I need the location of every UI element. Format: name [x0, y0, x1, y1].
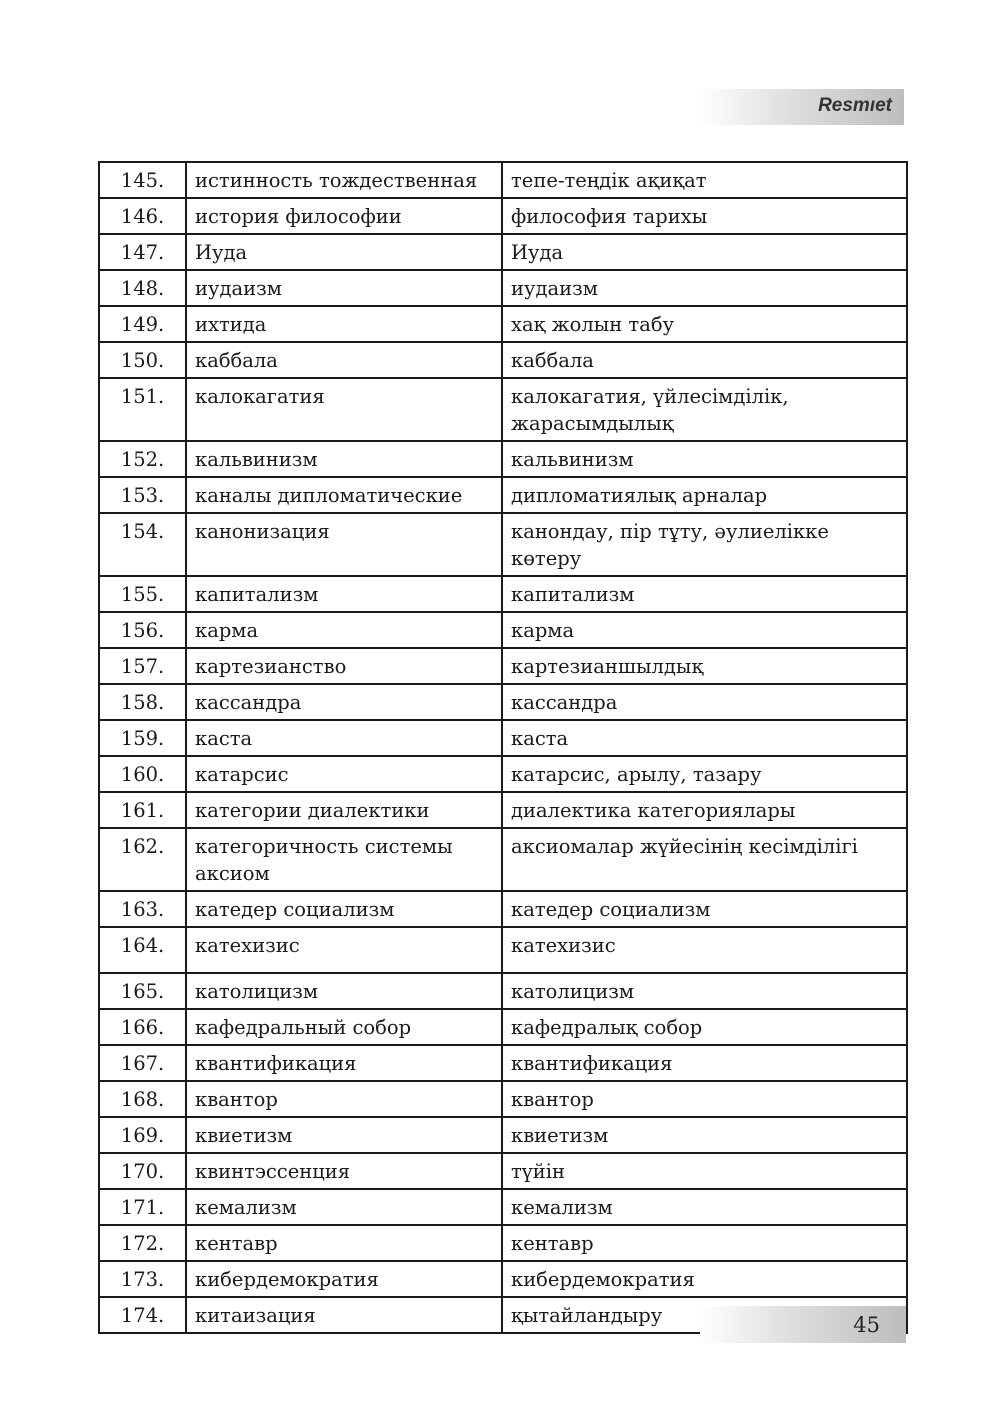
russian-term: кафедральный собор: [186, 1009, 502, 1045]
table-row: [99, 973, 907, 1009]
page-footer: [700, 1306, 906, 1343]
entry-number: 168.: [99, 1081, 186, 1117]
russian-term: квантор: [186, 1081, 502, 1117]
running-header-label: Resmıet: [818, 95, 892, 116]
kazakh-term: квиетизм: [502, 1117, 907, 1153]
table-row: [99, 792, 907, 828]
russian-term: кентавр: [186, 1225, 502, 1261]
russian-term: картезианство: [186, 648, 502, 684]
entry-number: 170.: [99, 1153, 186, 1189]
russian-term: кальвинизм: [186, 441, 502, 477]
entry-number: 157.: [99, 648, 186, 684]
entry-number: 160.: [99, 756, 186, 792]
russian-term: китаизация: [186, 1297, 502, 1333]
table-row: [99, 684, 907, 720]
table-row: [99, 270, 907, 306]
russian-term: капитализм: [186, 576, 502, 612]
table-row: [99, 234, 907, 270]
russian-term: истинность тождественная: [186, 162, 502, 198]
russian-term: квантификация: [186, 1045, 502, 1081]
entry-number: 165.: [99, 973, 186, 1009]
entry-number: 174.: [99, 1297, 186, 1333]
running-header: [700, 89, 904, 125]
russian-term: катарсис: [186, 756, 502, 792]
entry-number: 147.: [99, 234, 186, 270]
russian-term: квиетизм: [186, 1117, 502, 1153]
russian-term: католицизм: [186, 973, 502, 1009]
kazakh-term: капитализм: [502, 576, 907, 612]
kazakh-term: картезианшылдық: [502, 648, 907, 684]
entry-number: 164.: [99, 927, 186, 973]
kazakh-term: аксиомалар жүйесінің кесімділігі: [502, 828, 907, 891]
kazakh-term: философия тарихы: [502, 198, 907, 234]
russian-term: история философии: [186, 198, 502, 234]
table-row: [99, 1225, 907, 1261]
entry-number: 152.: [99, 441, 186, 477]
table-row: [99, 648, 907, 684]
glossary-table: [98, 161, 908, 1334]
kazakh-term: кассандра: [502, 684, 907, 720]
table-row: [99, 828, 907, 891]
kazakh-term: каббала: [502, 342, 907, 378]
entry-number: 146.: [99, 198, 186, 234]
kazakh-term: дипломатиялық арналар: [502, 477, 907, 513]
kazakh-term: квантификация: [502, 1045, 907, 1081]
kazakh-term: түйін: [502, 1153, 907, 1189]
kazakh-term: кафедралық собор: [502, 1009, 907, 1045]
russian-term: ихтида: [186, 306, 502, 342]
russian-term: каналы дипломатические: [186, 477, 502, 513]
russian-term: кемализм: [186, 1189, 502, 1225]
kazakh-term: катехизис: [502, 927, 907, 973]
kazakh-term: Иуда: [502, 234, 907, 270]
russian-term: калокагатия: [186, 378, 502, 441]
russian-term: карма: [186, 612, 502, 648]
russian-term: канонизация: [186, 513, 502, 576]
entry-number: 166.: [99, 1009, 186, 1045]
table-row: [99, 1153, 907, 1189]
entry-number: 173.: [99, 1261, 186, 1297]
table-row: [99, 1009, 907, 1045]
entry-number: 159.: [99, 720, 186, 756]
russian-term: каббала: [186, 342, 502, 378]
glossary-body: [99, 162, 907, 1333]
russian-term: катедер социализм: [186, 891, 502, 927]
russian-term: Иуда: [186, 234, 502, 270]
table-row: [99, 198, 907, 234]
kazakh-term: каста: [502, 720, 907, 756]
entry-number: 172.: [99, 1225, 186, 1261]
russian-term: каста: [186, 720, 502, 756]
table-row: [99, 1045, 907, 1081]
entry-number: 156.: [99, 612, 186, 648]
russian-term: иудаизм: [186, 270, 502, 306]
kazakh-term: диалектика категориялары: [502, 792, 907, 828]
kazakh-term: кибердемократия: [502, 1261, 907, 1297]
table-row: [99, 477, 907, 513]
kazakh-term: катедер социализм: [502, 891, 907, 927]
kazakh-term: қытайландыру: [502, 1297, 907, 1333]
russian-term: категоричность системы аксиом: [186, 828, 502, 891]
table-row: [99, 378, 907, 441]
table-row: [99, 1081, 907, 1117]
table-row: [99, 162, 907, 198]
russian-term: категории диалектики: [186, 792, 502, 828]
table-row: [99, 342, 907, 378]
russian-term: катехизис: [186, 927, 502, 973]
entry-number: 145.: [99, 162, 186, 198]
entry-number: 148.: [99, 270, 186, 306]
table-row: [99, 612, 907, 648]
kazakh-term: карма: [502, 612, 907, 648]
entry-number: 163.: [99, 891, 186, 927]
table-row: [99, 1117, 907, 1153]
table-row: [99, 756, 907, 792]
entry-number: 153.: [99, 477, 186, 513]
table-row: [99, 720, 907, 756]
entry-number: 149.: [99, 306, 186, 342]
entry-number: 150.: [99, 342, 186, 378]
entry-number: 171.: [99, 1189, 186, 1225]
entry-number: 167.: [99, 1045, 186, 1081]
table-row: [99, 1261, 907, 1297]
kazakh-term: католицизм: [502, 973, 907, 1009]
page-number: 45: [853, 1313, 880, 1337]
table-row: [99, 576, 907, 612]
kazakh-term: кемализм: [502, 1189, 907, 1225]
kazakh-term: катарсис, арылу, тазару: [502, 756, 907, 792]
kazakh-term: квантор: [502, 1081, 907, 1117]
entry-number: 162.: [99, 828, 186, 891]
kazakh-term: иудаизм: [502, 270, 907, 306]
kazakh-term: кентавр: [502, 1225, 907, 1261]
kazakh-term: хақ жолын табу: [502, 306, 907, 342]
table-row: [99, 927, 907, 973]
kazakh-term: канондау, пір тұту, әулиелікке көтеру: [502, 513, 907, 576]
entry-number: 151.: [99, 378, 186, 441]
russian-term: квинтэссенция: [186, 1153, 502, 1189]
entry-number: 169.: [99, 1117, 186, 1153]
kazakh-term: кальвинизм: [502, 441, 907, 477]
table-row: [99, 306, 907, 342]
entry-number: 154.: [99, 513, 186, 576]
table-row: [99, 513, 907, 576]
table-row: [99, 891, 907, 927]
entry-number: 158.: [99, 684, 186, 720]
entry-number: 155.: [99, 576, 186, 612]
russian-term: кибердемократия: [186, 1261, 502, 1297]
table-row: [99, 1189, 907, 1225]
entry-number: 161.: [99, 792, 186, 828]
table-row: [99, 441, 907, 477]
kazakh-term: тепе-теңдік ақиқат: [502, 162, 907, 198]
kazakh-term: калокагатия, үйлесімділік, жарасымдылық: [502, 378, 907, 441]
russian-term: кассандра: [186, 684, 502, 720]
